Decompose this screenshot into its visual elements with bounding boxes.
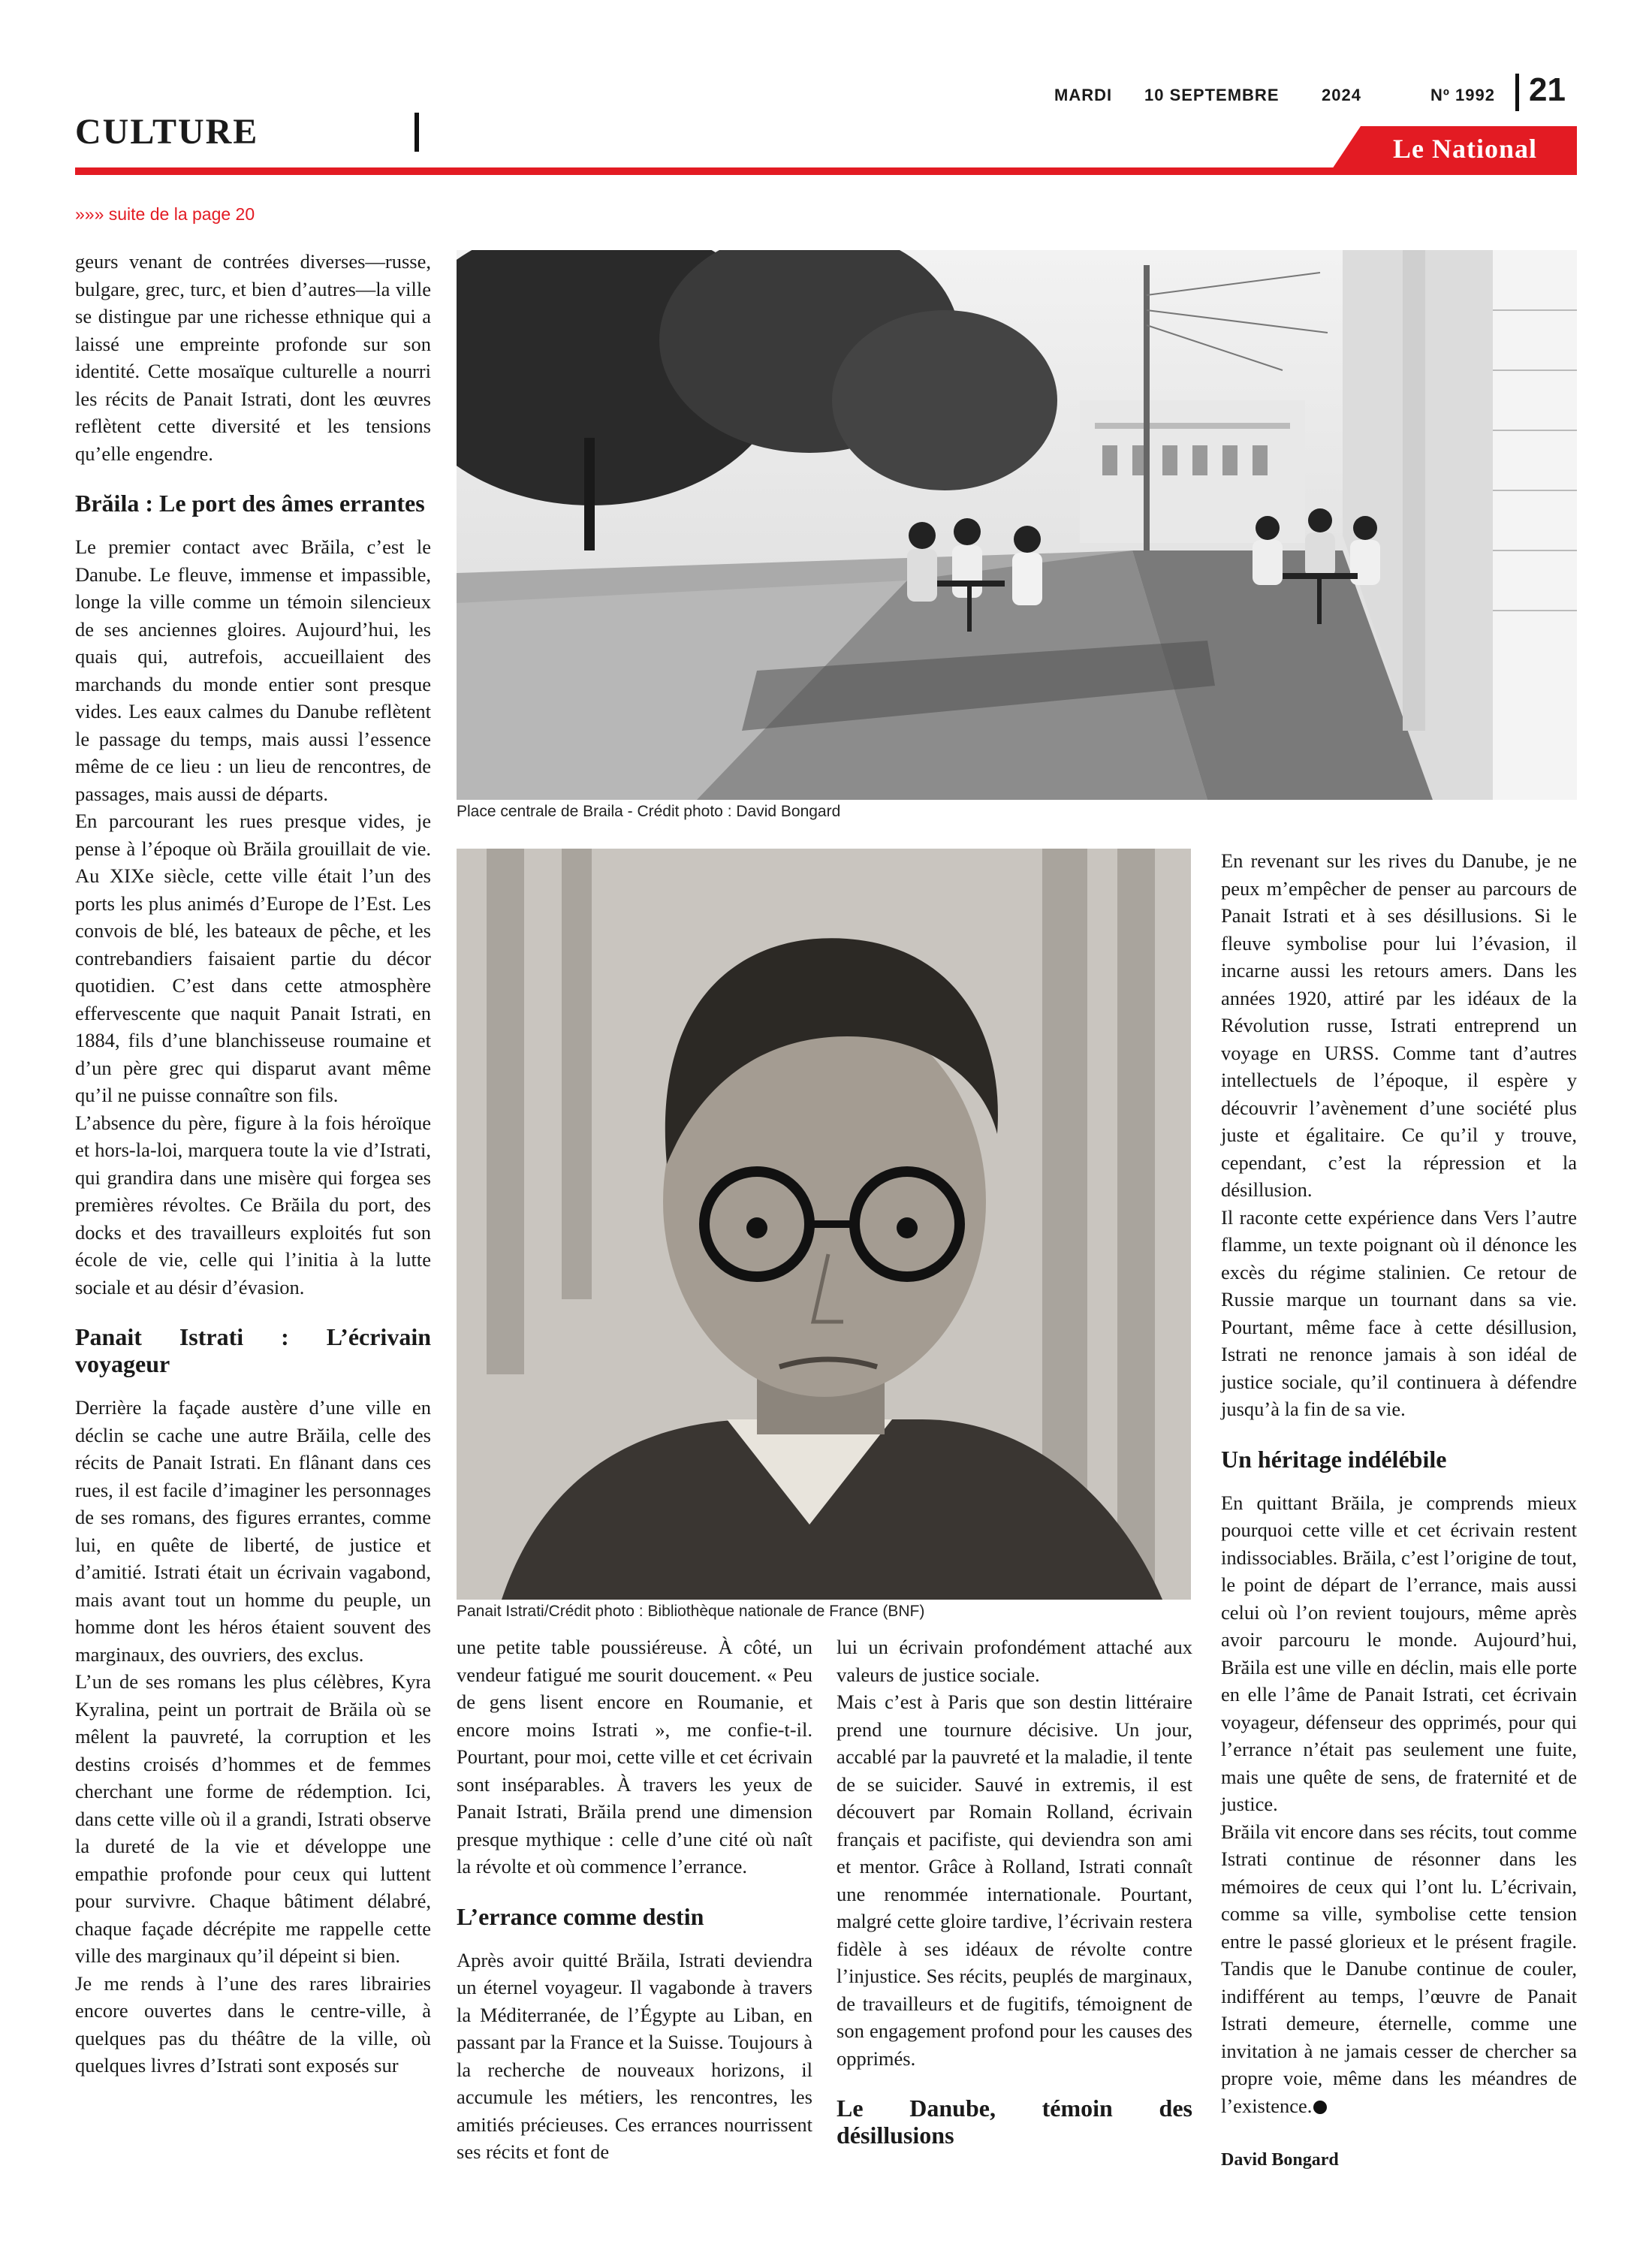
- paragraph: Le premier contact avec Brăila, c’est le Danube. Le fleuve, immense et impassible, longe la ville comme un témoin silencieux de ses anciennes gloires. Aujourd’hui, les quais qui, autrefois, accueillaient des marchands du monde entier sont presque vides. Les eaux calmes du Danube reflètent le passage du temps, mais aussi l’essence même de ce lieu : un lieu de rencontres, de passages, mais aussi de départs.: [75, 535, 431, 805]
- section-title: CULTURE: [75, 112, 259, 152]
- article-column-3: [837, 1633, 1192, 2165]
- paragraph: geurs venant de contrées diverses—russe, bulgare, grec, turc, et bien d’autres—la ville se distingue par une richesse ethnique qui a laissé une empreinte profonde sur son identité. Cette mosaïque culturelle a nourri les récits de Panait Istrati, dont les œuvres reflètent cette diversité et les tensions qu’elle engendre.: [75, 250, 431, 465]
- paragraph: En quittant Brăila, je comprends mieux pourquoi cette ville et cet écrivain restent indissociables. Brăila, c’est l’origine de tout, le point de départ de l’errance, mais aussi celui où l’on revient toujours, même après avoir parcouru le monde. Aujourd’hui, Brăila est une ville en déclin, mais elle porte en elle l’âme de Panait Istrati, cet écrivain voyageur, défenseur des opprimés, pour qui l’errance n’était pas seulement une fuite, mais une quête de sens, de fraternité et de justice.: [1221, 1491, 1577, 1815]
- continued-from-note: »»» suite de la page 20: [75, 204, 255, 224]
- page-number-divider: [1515, 74, 1519, 111]
- photo-caption: Panait Istrati/Crédit photo : Bibliothèque nationale de France (BNF): [457, 1603, 925, 1620]
- subheading: Un héritage indélébile: [1221, 1445, 1447, 1473]
- paragraph: L’un de ses romans les plus célèbres, Kyra Kyralina, peint un portrait de Brăila où se mêlent la pauvreté, la corruption et les destins croisés d’hommes et de femmes cherchant une forme de rédemption. Ici, dans cette ville où il a grandi, Istrati observe la dureté de la vie et développe une empathie profonde pour ceux qui luttent pour survivre. Chaque bâtiment délabré, chaque façade décrépite me rappelle cette ville des marginaux qu’il dépeint si bien.: [75, 1670, 431, 1967]
- subheading: Panait Istrati : L’écrivain voyageur: [75, 1323, 431, 1377]
- end-mark-icon: [1313, 2101, 1327, 2114]
- subheading: Le Danube, témoin des désillusions: [837, 2095, 1192, 2149]
- paragraph: [1221, 1818, 1577, 2120]
- paragraph: Après avoir quitté Brăila, Istrati deviendra un éternel voyageur. Il vagabonde à travers la Méditerranée, de l’Égypte au Liban, en passant par la France et la Suisse. Toujours à la recherche de nouveaux horizons, il accumule les métiers, les rencontres, les amitiés précieuses. Ces errances nourrissent ses récits et font de: [457, 1948, 812, 2163]
- article-author: David Bongard: [1221, 2150, 1339, 2170]
- paragraph-text: Brăila vit encore dans ses récits, tout comme Istrati continue de résonner dans les mémoires de ceux qui l’ont lu. L’écrivain, comme sa ville, symbolise cette tension entre le passé glorieux et le présent fragile. Tandis que le Danube continue de couler, indifférent au temps, l’œuvre de Panait Istrati demeure, éternelle, comme une invitation à ne jamais cesser de chercher sa propre voie, même dans les méandres de l’existence.: [1221, 1820, 1577, 2117]
- issue-day: MARDI: [1054, 86, 1113, 104]
- section-divider: [415, 113, 419, 152]
- paragraph: Mais c’est à Paris que son destin littéraire prend une tournure décisive. Un jour, accablé par la pauvreté et la maladie, il tente de se suicider. Sauvé in extremis, il est découvert par Romain Rolland, écrivain français et pacifiste, qui deviendra son ami et mentor. Grâce à Rolland, Istrati connaît une renommée internationale. Pourtant, malgré cette gloire tardive, l’écrivain restera fidèle à ses idéaux de révolte contre l’injustice. Ses récits, peuplés de marginaux, de travailleurs et de fugitifs, témoignent de son engagement profond pour les causes des opprimés.: [837, 1691, 1192, 2070]
- paragraph: une petite table poussiéreuse. À côté, un vendeur fatigué me sourit doucement. « Peu de gens lisent encore en Roumanie, et encore moins Istrati », me confie-t-il. Pourtant, pour moi, cette ville et cet écrivain sont inséparables. À travers les yeux de Panait Istrati, Brăila prend une dimension presque mythique : celle d’une cité où naît la révolte et où commence l’errance.: [457, 1636, 812, 1878]
- paragraph: L’absence du père, figure à la fois héroïque et hors-la-loi, marquera toute la vie d’Istrati, qui grandira dans une misère qui forgea ses premières révoltes. Ce Brăila du port, des docks et des travailleurs exploités fut son école de vie, celle qui l’initia à la lutte sociale et au désir d’évasion.: [75, 1111, 431, 1298]
- paragraph: lui un écrivain profondément attaché aux valeurs de justice sociale.: [837, 1636, 1192, 1686]
- paragraph: Derrière la façade austère d’une ville en déclin se cache une autre Brăila, celle des récits de Panait Istrati. En flânant dans ces rues, il est facile d’imaginer les personnages de ses romans, des figures errantes, comme lui, en quête de liberté, de justice et d’amitié. Istrati était un écrivain vagabond, mais avant tout un homme du peuple, un homme dont les héros étaient souvent des marginaux, des ouvriers, des exclus.: [75, 1396, 431, 1666]
- issue-date: 10 SEPTEMBRE: [1144, 86, 1280, 104]
- paragraph: En revenant sur les rives du Danube, je ne peux m’empêcher de penser au parcours de Panait Istrati et à ses désillusions. Si le fleuve symbolise pour lui l’évasion, il incarne aussi les retours amers. Dans les années 1920, attiré par les idéaux de la Révolution russe, Istrati entreprend un voyage en URSS. Comme tant d’autres intellectuels de l’époque, il espère y découvrir l’avènement d’une société plus juste et égalitaire. Ce qu’il y trouve, cependant, c’est la répression et la désillusion.: [1221, 849, 1577, 1201]
- brand-name: Le National: [1392, 134, 1537, 164]
- issue-number: Nº 1992: [1430, 86, 1495, 104]
- article-column-4: [1221, 847, 1577, 2174]
- subheading: Brăila : Le port des âmes errantes: [75, 490, 425, 517]
- paragraph: Je me rends à l’une des rares librairies encore ouvertes dans le centre-ville, à quelques pas du théâtre de la ville, où quelques livres d’Istrati sont exposés sur: [75, 1971, 431, 2077]
- street-scene-photo: [457, 250, 1577, 800]
- portrait-photo: [457, 849, 1191, 1600]
- article-column-1: [75, 248, 431, 2080]
- paragraph: Il raconte cette expérience dans Vers l’autre flamme, un texte poignant où il dénonce les excès du régime stalinien. Ce retour de Russie marque un tournant dans sa vie. Pourtant, même face à cette désillusion, Istrati ne renonce jamais à son idéal de justice sociale, qu’il continuera à défendre jusqu’à la fin de sa vie.: [1221, 1205, 1577, 1420]
- photo-caption: Place centrale de Braila - Crédit photo : David Bongard: [457, 803, 841, 820]
- subheading: L’errance comme destin: [457, 1902, 704, 1930]
- paragraph: En parcourant les rues presque vides, je pense à l’époque où Brăila grouillait de vie. Au XIXe siècle, cette ville était l’un des ports les plus animés d’Europe de l’Est. Les convois de blé, les bateaux de pêche, et les contrebandiers faisaient partie du décor quotidien. C’est dans cette atmosphère effervescente que naquit Panait Istrati, en 1884, fils d’une blanchisseuse roumaine et d’un père grec qui disparut avant même qu’il ne puisse connaître son fils.: [75, 810, 431, 1106]
- issue-year: 2024: [1322, 86, 1361, 104]
- article-column-2: [457, 1633, 812, 2166]
- page-number: 21: [1529, 71, 1566, 108]
